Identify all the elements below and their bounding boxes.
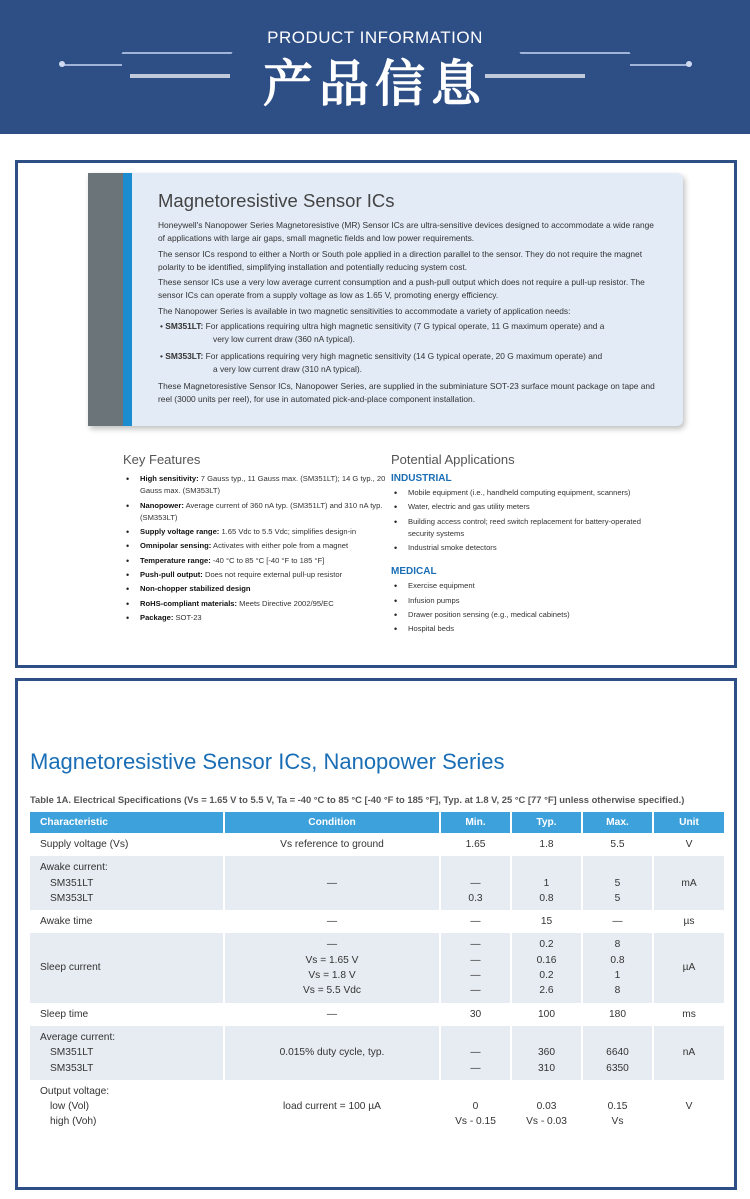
spec-table <box>30 812 724 1134</box>
product-overview-panel <box>15 160 737 668</box>
spec-title: Magnetoresistive Sensor ICs, Nanopower Series <box>30 749 505 774</box>
table-cell-char <box>30 833 224 856</box>
intro-body <box>158 219 663 409</box>
intro-paragraph: The Nanopower Series is available in two magnetic sensitivities to accommodate a variety of application needs: <box>158 305 571 316</box>
industrial-list <box>391 487 661 554</box>
table-cell-char <box>30 856 224 910</box>
cell-value: Vs reference to ground <box>280 839 384 850</box>
table-cell-min <box>440 910 511 933</box>
potential-applications <box>391 452 661 638</box>
cell-value: 180 <box>609 1008 626 1020</box>
table-cell-max <box>582 910 653 933</box>
cell-value: SM351LT <box>50 877 94 889</box>
cell-value: 2.6 <box>539 985 554 997</box>
cell-value: Vs = 5.5 Vdc <box>302 985 362 997</box>
cell-value: 1 <box>614 970 621 982</box>
table-row <box>30 1003 724 1026</box>
cell-value: — <box>326 877 338 889</box>
intro-bullet-sm351lt: • SM351LT: For applications requiring ultra high magnetic sensitivity (7 G typical operate, 11 G maximum operate) and a very low current draw (360 nA typical). <box>160 321 605 344</box>
cell-value: 8 <box>614 939 621 951</box>
table-cell-cond <box>224 1080 440 1134</box>
cell-value: 0.3 <box>468 892 483 904</box>
cell-value: 0.015% duty cycle, typ. <box>279 1047 385 1059</box>
table-cell-max <box>582 933 653 1002</box>
medical-list <box>391 580 661 635</box>
cell-value: Vs = 1.65 V <box>305 954 359 966</box>
table-cell-min <box>440 1026 511 1080</box>
intro-grey-bar <box>88 173 123 426</box>
table-caption: Table 1A. Electrical Specifications (Vs = 1.65 V to 5.5 V, Ta = -40 °C to 85 °C [-40 °F to 185 °F], Typ. at 1.8 V, 25 °C [77 °F] unless otherwise specified.) <box>30 794 685 805</box>
cell-value: low (Vol) <box>50 1101 90 1113</box>
key-features-title: Key Features <box>123 452 201 467</box>
industrial-heading: INDUSTRIAL <box>391 473 452 484</box>
cell-value: 0.8 <box>539 892 554 904</box>
table-cell-typ <box>511 833 582 856</box>
table-cell-char <box>30 1080 224 1134</box>
table-cell-cond <box>224 933 440 1002</box>
key-features <box>123 452 388 626</box>
cell-value: 6640 <box>606 1047 629 1059</box>
cell-value: 15 <box>540 916 553 928</box>
table-cell-typ <box>511 856 582 910</box>
intro-blue-bar <box>123 173 132 426</box>
application-item: • Hospital beds <box>391 623 661 635</box>
cell-value: mA <box>681 877 697 889</box>
header-condition: Condition <box>224 812 440 833</box>
table-cell-max <box>582 1026 653 1080</box>
cell-value: Sleep time <box>40 1008 89 1020</box>
cell-value: 360 <box>538 1047 555 1059</box>
intro-paragraph: These sensor ICs use a very low average current consumption and a push-pull output which does not require a pull-up resistor. The sensor ICs can operate from a supply voltage as low as 1.65 V, promoting energy efficiency. <box>158 277 645 300</box>
table-cell-max <box>582 1003 653 1026</box>
key-feature-item: • Omnipolar sensing: Activates with either pole from a magnet <box>123 540 388 552</box>
cell-value: Sleep current <box>40 962 101 974</box>
cell-value: — <box>470 916 481 928</box>
table-cell-unit <box>653 1080 724 1134</box>
cell-value: Awake current: <box>40 862 108 874</box>
cell-value: — <box>326 1008 338 1020</box>
table-cell-cond <box>224 833 440 856</box>
cell-value: 0.2 <box>539 939 554 951</box>
cell-value: 1.65 <box>465 839 486 850</box>
table-cell-unit <box>653 856 724 910</box>
table-body <box>30 833 724 1134</box>
cell-value: 0 <box>472 1101 479 1113</box>
table-cell-min <box>440 933 511 1002</box>
table-cell-typ <box>511 1003 582 1026</box>
cell-value: 1.8 <box>539 839 554 850</box>
intro-paragraph: These Magnetoresistive Sensor ICs, Nanopower Series, are supplied in the subminiature SOT-23 surface mount package on tape and reel (3000 units per reel), for use in automated pick-and-place component installation. <box>158 381 655 404</box>
table-row <box>30 910 724 933</box>
table-cell-typ <box>511 910 582 933</box>
cell-value: Vs = 1.8 V <box>308 970 356 982</box>
key-feature-item: • High sensitivity: 7 Gauss typ., 11 Gauss max. (SM351LT); 14 G typ., 20 Gauss max. (SM353LT) <box>123 473 388 498</box>
cell-value: 0.15 <box>607 1101 628 1113</box>
table-cell-unit <box>653 933 724 1002</box>
application-item: • Industrial smoke detectors <box>391 542 661 554</box>
cell-value: 0.16 <box>536 954 557 966</box>
cell-value: ms <box>682 1008 696 1020</box>
cell-value: 8 <box>614 985 621 997</box>
cell-value: µA <box>682 962 696 974</box>
key-feature-item: • RoHS-compliant materials: Meets Directive 2002/95/EC <box>123 598 388 610</box>
cell-value: 5.5 <box>610 839 625 850</box>
intro-bullet-sm353lt: • SM353LT: For applications requiring very high magnetic sensitivity (14 G typical operate, 20 G maximum operate) and a very low current draw (310 nA typical). <box>160 351 603 374</box>
application-item: • Drawer position sensing (e.g., medical cabinets) <box>391 609 661 621</box>
applications-title: Potential Applications <box>391 452 515 467</box>
table-row <box>30 856 724 910</box>
table-cell-cond <box>224 1003 440 1026</box>
header-unit: Unit <box>653 812 724 833</box>
table-cell-typ <box>511 1026 582 1080</box>
table-header-row <box>30 812 724 833</box>
cell-value: — <box>470 985 481 997</box>
cell-value: — <box>470 954 481 966</box>
cell-value: 0.2 <box>539 970 554 982</box>
cell-value: µs <box>683 916 695 928</box>
table-cell-cond <box>224 1026 440 1080</box>
cell-value: 310 <box>538 1062 555 1074</box>
cell-value: V <box>685 1101 693 1113</box>
application-item: • Water, electric and gas utility meters <box>391 501 661 513</box>
table-cell-unit <box>653 833 724 856</box>
key-feature-item: • Package: SOT-23 <box>123 612 388 624</box>
cell-value: — <box>612 916 623 928</box>
cell-value: SM353LT <box>50 892 94 904</box>
cell-value: Output voltage: <box>40 1085 110 1097</box>
cell-value: 6350 <box>606 1062 629 1074</box>
intro-box <box>88 173 683 426</box>
table-cell-max <box>582 1080 653 1134</box>
cell-value: 1 <box>543 877 550 889</box>
key-feature-item: • Nanopower: Average current of 360 nA typ. (SM351LT) and 310 nA typ. (SM353LT) <box>123 500 388 525</box>
cell-value: nA <box>682 1047 696 1059</box>
table-cell-char <box>30 933 224 1002</box>
cell-value: load current = 100 µA <box>283 1101 381 1113</box>
cell-value: SM353LT <box>50 1062 94 1074</box>
cell-value: Vs - 0.03 <box>526 1116 567 1128</box>
intro-paragraph: Honeywell's Nanopower Series Magnetoresistive (MR) Sensor ICs are ultra-sensitive devices designed to accommodate a wide range of applications with large air gaps, small magnetic fields and low power requirements. <box>158 220 654 243</box>
key-feature-item: • Supply voltage range: 1.65 Vdc to 5.5 Vdc; simplifies design-in <box>123 526 388 538</box>
header-characteristic: Characteristic <box>30 812 224 833</box>
table-cell-char <box>30 910 224 933</box>
cell-value: — <box>326 916 338 928</box>
table-cell-max <box>582 856 653 910</box>
cell-value: 100 <box>538 1008 555 1020</box>
application-item: • Mobile equipment (i.e., handheld computing equipment, scanners) <box>391 487 661 499</box>
table-cell-char <box>30 1026 224 1080</box>
cell-value: Average current: <box>40 1031 116 1043</box>
cell-value: 0.03 <box>536 1101 557 1113</box>
key-feature-item: • Push-pull output: Does not require external pull-up resistor <box>123 569 388 581</box>
cell-value: Supply voltage (Vs) <box>40 839 129 850</box>
table-cell-min <box>440 856 511 910</box>
table-cell-unit <box>653 910 724 933</box>
cell-value: SM351LT <box>50 1047 94 1059</box>
application-item: • Infusion pumps <box>391 595 661 607</box>
intro-title: Magnetoresistive Sensor ICs <box>158 190 395 211</box>
key-features-list <box>123 473 388 624</box>
table-row <box>30 933 724 1002</box>
cell-value: — <box>470 877 481 889</box>
cell-value: — <box>470 970 481 982</box>
header-min: Min. <box>440 812 511 833</box>
table-cell-min <box>440 1003 511 1026</box>
table-row <box>30 1080 724 1134</box>
table-cell-cond <box>224 856 440 910</box>
cell-value: — <box>470 1047 481 1059</box>
table-cell-char <box>30 1003 224 1026</box>
intro-paragraph: The sensor ICs respond to either a North or South pole applied in a direction parallel to the sensor. They do not require the magnet polarity to be identified, simplifying installation and potentially reducing system cost. <box>158 248 643 272</box>
key-feature-item: • Temperature range: -40 °C to 85 °C [-40 °F to 185 °F] <box>123 555 388 567</box>
medical-heading: MEDICAL <box>391 566 437 578</box>
table-cell-min <box>440 1080 511 1134</box>
application-item: • Building access control; reed switch replacement for battery-operated security systems <box>391 516 661 541</box>
header-banner <box>0 0 750 134</box>
table-row <box>30 1026 724 1080</box>
table-cell-typ <box>511 933 582 1002</box>
application-item: • Exercise equipment <box>391 580 661 592</box>
table-cell-unit <box>653 1026 724 1080</box>
table-cell-typ <box>511 1080 582 1134</box>
cell-value: — <box>326 939 338 951</box>
cell-value: high (Voh) <box>50 1116 97 1128</box>
cell-value: Vs <box>611 1116 624 1128</box>
cell-value: 5 <box>614 877 621 889</box>
cell-value: Awake time <box>40 916 93 928</box>
cell-value: — <box>470 939 481 951</box>
cell-value: Vs - 0.15 <box>455 1116 496 1128</box>
header-title: 产品信息 <box>263 55 487 113</box>
cell-value: V <box>685 839 693 850</box>
header-max: Max. <box>582 812 653 833</box>
header-typ: Typ. <box>511 812 582 833</box>
header-subtitle: PRODUCT INFORMATION <box>267 28 483 47</box>
cell-value: 30 <box>469 1008 482 1020</box>
cell-value: — <box>470 1062 481 1074</box>
table-cell-max <box>582 833 653 856</box>
cell-value: 0.8 <box>610 954 625 966</box>
cell-value: 5 <box>614 892 621 904</box>
table-cell-min <box>440 833 511 856</box>
spec-panel <box>15 678 737 1190</box>
key-feature-item: • Non-chopper stabilized design <box>123 583 388 595</box>
table-row <box>30 833 724 856</box>
table-cell-cond <box>224 910 440 933</box>
table-cell-unit <box>653 1003 724 1026</box>
